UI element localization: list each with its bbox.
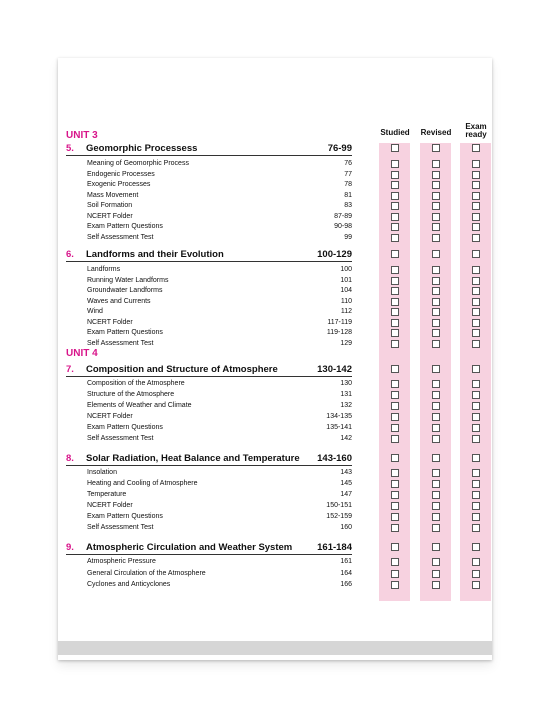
chapter-row [66,143,352,156]
topic-page: 100 [340,266,352,273]
chapter-number: 6. [66,249,74,260]
studied-checkbox[interactable] [391,558,399,566]
topic-page: 142 [340,435,352,442]
chapter-pages: 100-129 [317,249,352,260]
exam-ready-checkbox[interactable] [472,402,480,410]
topic-page: 145 [340,480,352,487]
topic-page: 161 [340,558,352,565]
exam-ready-checkbox[interactable] [472,570,480,578]
topic-page: 81 [344,191,352,199]
exam-ready-checkbox[interactable] [472,340,480,348]
topic-title: Heating and Cooling of Atmosphere [87,480,198,487]
studied-checkbox[interactable] [391,250,399,258]
topic-page: 135-141 [326,424,352,431]
exam-ready-checkbox[interactable] [472,454,480,462]
topic-title: Self Assessment Test [87,524,154,531]
chapter-row [66,542,352,555]
revised-checkbox[interactable] [432,524,440,532]
topic-row [87,423,352,433]
exam-ready-checkbox[interactable] [472,413,480,421]
topic-page: 129 [340,339,352,347]
chapter-pages: 161-184 [317,542,352,553]
studied-checkbox[interactable] [391,308,399,316]
studied-checkbox[interactable] [391,413,399,421]
revised-checkbox[interactable] [432,435,440,443]
topic-title: Insolation [87,469,117,476]
chapter-pages: 130-142 [317,364,352,375]
exam-ready-checkbox[interactable] [472,234,480,242]
studied-checkbox[interactable] [391,435,399,443]
topic-row [87,580,352,590]
topic-page: 166 [340,581,352,588]
topic-row [87,318,352,328]
topic-title: Endogenic Processes [87,170,155,178]
revised-checkbox[interactable] [432,287,440,295]
topic-row [87,191,352,201]
exam-ready-checkbox[interactable] [472,181,480,189]
topic-title: NCERT Folder [87,318,133,326]
topic-title: Exam Pattern Questions [87,329,163,336]
exam-ready-checkbox[interactable] [472,502,480,510]
revised-checkbox[interactable] [432,413,440,421]
topic-title: Wind [87,308,103,315]
topic-row [87,490,352,500]
topic-row [87,276,352,286]
studied-checkbox[interactable] [391,380,399,388]
chapter-pages: 143-160 [317,453,352,464]
exam-ready-checkbox[interactable] [472,435,480,443]
chapter-title: Solar Radiation, Heat Balance and Temperature [86,453,300,464]
topic-row [87,569,352,579]
revised-checkbox[interactable] [432,391,440,399]
studied-checkbox[interactable] [391,287,399,295]
revised-checkbox[interactable] [432,380,440,388]
topic-title: Self Assessment Test [87,339,154,347]
chapter-title: Landforms and their Evolution [86,249,224,260]
topic-title: Temperature [87,491,127,498]
chapter-number: 9. [66,542,74,553]
topic-page: 104 [340,287,352,294]
exam-ready-checkbox[interactable] [472,192,480,200]
exam-ready-checkbox[interactable] [472,171,480,179]
revised-checkbox[interactable] [432,480,440,488]
studied-checkbox[interactable] [391,234,399,242]
revised-checkbox[interactable] [432,581,440,589]
chapter-number: 5. [66,143,74,154]
studied-checkbox[interactable] [391,480,399,488]
topic-title: Exam Pattern Questions [87,424,163,431]
topic-row [87,401,352,411]
topic-page: 150-151 [326,502,352,509]
topic-row [87,180,352,190]
chapter-row [66,453,352,466]
exam-ready-checkbox[interactable] [472,202,480,210]
topic-page: 99 [344,233,352,241]
studied-checkbox[interactable] [391,202,399,210]
topic-title: Soil Formation [87,202,133,209]
revised-checkbox[interactable] [432,192,440,200]
revised-checkbox[interactable] [432,454,440,462]
page-bottom-edge [58,641,492,655]
topic-title: Running Water Landforms [87,276,169,284]
topic-title: NCERT Folder [87,212,133,220]
revised-checkbox[interactable] [432,234,440,242]
topic-title: Composition of the Atmosphere [87,380,185,387]
chapter-pages: 76-99 [327,143,352,154]
topic-title: Waves and Currents [87,297,151,305]
topic-page: 90-98 [334,223,352,230]
topic-row [87,307,352,317]
topic-title: Exogenic Processes [87,181,151,188]
exam-ready-checkbox[interactable] [472,391,480,399]
topic-page: 110 [340,297,352,305]
revised-checkbox[interactable] [432,558,440,566]
topic-page: 76 [344,160,352,167]
topic-title: NCERT Folder [87,502,133,509]
topic-row [87,297,352,307]
exam-ready-checkbox[interactable] [472,266,480,274]
topic-row [87,233,352,243]
topic-page: 117-119 [327,318,352,326]
chapter-number: 7. [66,364,74,375]
exam-ready-checkbox[interactable] [472,543,480,551]
topic-page: 160 [340,524,352,531]
exam-ready-checkbox[interactable] [472,319,480,327]
topic-row [87,170,352,180]
topic-title: Groundwater Landforms [87,287,163,294]
revised-checkbox[interactable] [432,202,440,210]
revised-checkbox[interactable] [432,171,440,179]
exam-ready-checkbox[interactable] [472,250,480,258]
topic-page: 143 [340,469,352,476]
topic-page: 131 [340,391,352,398]
studied-checkbox[interactable] [391,491,399,499]
studied-checkbox[interactable] [391,365,399,373]
revised-checkbox[interactable] [432,144,440,152]
revised-checkbox[interactable] [432,340,440,348]
topic-row [87,557,352,567]
revised-checkbox[interactable] [432,502,440,510]
topic-row [87,159,352,169]
topic-title: Meaning of Geomorphic Process [87,160,189,167]
topic-row [87,434,352,444]
exam-ready-checkbox[interactable] [472,491,480,499]
revised-checkbox[interactable] [432,402,440,410]
studied-checkbox[interactable] [391,171,399,179]
revised-checkbox[interactable] [432,266,440,274]
topic-page: 164 [340,569,352,577]
studied-checkbox[interactable] [391,402,399,410]
studied-checkbox[interactable] [391,181,399,189]
topic-row [87,412,352,422]
revised-header: Revised [420,128,452,137]
exam-ready-checkbox[interactable] [472,287,480,295]
topic-title: Elements of Weather and Climate [87,402,192,409]
studied-header: Studied [380,128,410,137]
exam-ready-checkbox[interactable] [472,469,480,477]
studied-checkbox[interactable] [391,454,399,462]
exam-ready-checkbox[interactable] [472,581,480,589]
topic-page: 83 [344,202,352,209]
topic-row [87,468,352,478]
revised-checkbox[interactable] [432,213,440,221]
studied-checkbox[interactable] [391,581,399,589]
topic-row [87,286,352,296]
revised-checkbox[interactable] [432,308,440,316]
exam-ready-checkbox[interactable] [472,223,480,231]
studied-checkbox[interactable] [391,192,399,200]
topic-page: 119-128 [326,329,352,336]
unit-heading: UNIT 4 [66,348,98,359]
exam-ready-checkbox[interactable] [472,298,480,306]
exam-ready-checkbox[interactable] [472,160,480,168]
topic-title: Exam Pattern Questions [87,513,163,520]
topic-row [87,339,352,349]
studied-checkbox[interactable] [391,502,399,510]
topic-row [87,201,352,211]
revised-checkbox[interactable] [432,277,440,285]
revised-checkbox[interactable] [432,298,440,306]
unit-heading: UNIT 3 [66,130,98,141]
studied-checkbox[interactable] [391,160,399,168]
exam-ready-checkbox[interactable] [472,513,480,521]
revised-checkbox[interactable] [432,491,440,499]
revised-checkbox[interactable] [432,160,440,168]
topic-page: 101 [340,276,352,284]
exam-ready-checkbox[interactable] [472,365,480,373]
studied-checkbox[interactable] [391,340,399,348]
topic-title: Atmospheric Pressure [87,558,156,565]
studied-checkbox[interactable] [391,144,399,152]
topic-row [87,328,352,338]
studied-checkbox[interactable] [391,391,399,399]
topic-row [87,222,352,232]
exam-ready-header: Exam ready [465,122,487,139]
studied-checkbox[interactable] [391,543,399,551]
topic-page: 134-135 [326,413,352,420]
exam-ready-checkbox[interactable] [472,308,480,316]
topic-row [87,212,352,222]
topic-page: 87-89 [334,212,352,220]
revised-checkbox[interactable] [432,223,440,231]
studied-checkbox[interactable] [391,329,399,337]
studied-checkbox[interactable] [391,298,399,306]
topic-row [87,512,352,522]
studied-checkbox[interactable] [391,570,399,578]
revised-checkbox[interactable] [432,424,440,432]
exam-ready-checkbox[interactable] [472,524,480,532]
topic-title: NCERT Folder [87,413,133,420]
topic-row [87,390,352,400]
topic-page: 152-159 [326,513,352,520]
exam-ready-checkbox[interactable] [472,213,480,221]
chapter-number: 8. [66,453,74,464]
topic-title: Mass Movement [87,191,139,199]
studied-checkbox[interactable] [391,469,399,477]
revised-checkbox[interactable] [432,250,440,258]
revised-checkbox[interactable] [432,543,440,551]
topic-title: Structure of the Atmosphere [87,391,175,398]
topic-title: General Circulation of the Atmosphere [87,569,206,577]
exam-ready-checkbox[interactable] [472,329,480,337]
revised-checkbox[interactable] [432,329,440,337]
topic-row [87,265,352,275]
topic-row [87,501,352,511]
chapter-row [66,249,352,262]
studied-checkbox[interactable] [391,277,399,285]
studied-checkbox[interactable] [391,213,399,221]
revised-checkbox[interactable] [432,365,440,373]
topic-page: 112 [340,308,352,315]
revised-checkbox[interactable] [432,469,440,477]
studied-checkbox[interactable] [391,513,399,521]
exam-ready-checkbox[interactable] [472,277,480,285]
revised-checkbox[interactable] [432,181,440,189]
studied-checkbox[interactable] [391,424,399,432]
topic-page: 147 [340,491,352,498]
exam-ready-checkbox[interactable] [472,380,480,388]
topic-title: Landforms [87,266,121,273]
topic-title: Self Assessment Test [87,435,154,442]
topic-title: Self Assessment Test [87,233,154,241]
revised-checkbox[interactable] [432,570,440,578]
exam-ready-checkbox[interactable] [472,424,480,432]
studied-checkbox[interactable] [391,223,399,231]
topic-page: 132 [340,402,352,409]
topic-page: 130 [340,380,352,387]
studied-checkbox[interactable] [391,319,399,327]
revised-checkbox[interactable] [432,513,440,521]
chapter-title: Atmospheric Circulation and Weather System [86,542,293,553]
chapter-title: Composition and Structure of Atmosphere [86,364,278,375]
topic-title: Cyclones and Anticyclones [87,581,171,588]
topic-title: Exam Pattern Questions [87,223,163,230]
topic-row [87,523,352,533]
exam-ready-checkbox[interactable] [472,558,480,566]
exam-ready-checkbox[interactable] [472,144,480,152]
studied-checkbox[interactable] [391,524,399,532]
chapter-title: Geomorphic Processess [86,143,198,154]
exam-ready-checkbox[interactable] [472,480,480,488]
topic-row [87,379,352,389]
revised-checkbox[interactable] [432,319,440,327]
topic-row [87,479,352,489]
topic-page: 78 [344,181,352,188]
topic-page: 77 [344,170,352,178]
studied-checkbox[interactable] [391,266,399,274]
chapter-row [66,364,352,377]
